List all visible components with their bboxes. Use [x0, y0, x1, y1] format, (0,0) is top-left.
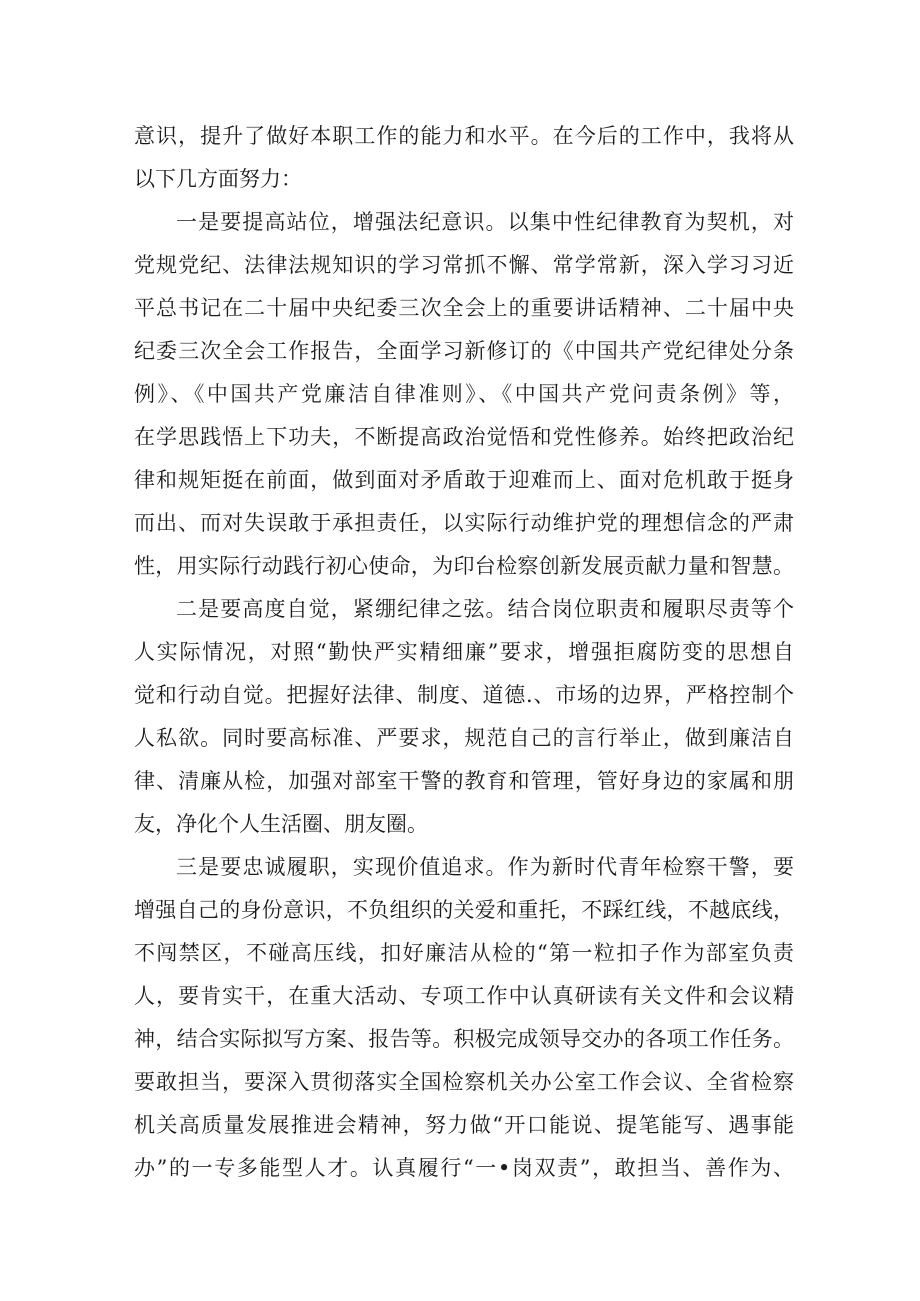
text-line: 办”的一专多能型人才。认真履行“一•岗双责”，敢担当、善作为、 — [134, 1156, 794, 1180]
text-line: 律、清廉从检，加强对部室干警的教育和管理，管好身边的家属和朋 — [134, 769, 794, 793]
text-line: 要敢担当，要深入贯彻落实全国检察机关办公室工作会议、全省检察 — [134, 1070, 794, 1094]
text-line: 以下几方面努力： — [134, 167, 302, 191]
paragraph-3-first-line: 三是要忠诚履职，实现价值追求。作为新时代青年检察干警，要 — [176, 855, 794, 879]
text-line: 在学思践悟上下功夫，不断提高政治觉悟和党性修养。始终把政治纪 — [134, 425, 794, 449]
text-line: 律和规矩挺在前面，做到面对矛盾敢于迎难而上、面对危机敢于挺身 — [134, 468, 794, 492]
text-line: 例》、《中国共产党廉洁自律准则》、《中国共产党问责条例》等， — [134, 382, 794, 406]
text-line: 机关高质量发展推进会精神，努力做“开口能说、提笔能写、遇事能 — [134, 1113, 794, 1137]
paragraph-2-first-line: 二是要高度自觉，紧绷纪律之弦。结合岗位职责和履职尽责等个 — [176, 597, 794, 621]
text-line: 人实际情况，对照“勤快严实精细廉”要求，增强拒腐防变的思想自 — [134, 640, 794, 664]
text-line: 增强自己的身份意识，不负组织的关爱和重托，不踩红线，不越底线， — [134, 898, 794, 922]
paragraph-1-first-line: 一是要提高站位，增强法纪意识。以集中性纪律教育为契机，对 — [176, 210, 794, 234]
text-line: 人，要肯实干，在重大活动、专项工作中认真研读有关文件和会议精 — [134, 984, 794, 1008]
text-line: 人私欲。同时要高标准、严要求，规范自己的言行举止，做到廉洁自 — [134, 726, 794, 750]
text-line: 性，用实际行动践行初心使命，为印台检察创新发展贡献力量和智慧。 — [134, 554, 794, 578]
text-line: 觉和行动自觉。把握好法律、制度、道德.、市场的边界，严格控制个 — [134, 683, 794, 707]
text-line: 而出、而对失误敢于承担责任，以实际行动维护党的理想信念的严肃 — [134, 511, 794, 535]
text-line: 神，结合实际拟写方案、报告等。积极完成领导交办的各项工作任务。 — [134, 1027, 794, 1051]
text-line: 友，净化个人生活圈、朋友圈。 — [134, 812, 428, 836]
text-line: 平总书记在二十届中央纪委三次全会上的重要讲话精神、二十届中央 — [134, 296, 794, 320]
text-line: 纪委三次全会工作报告，全面学习新修订的《中国共产党纪律处分条 — [134, 339, 794, 363]
text-line: 党规党纪、法律法规知识的学习常抓不懈、常学常新，深入学习习近 — [134, 253, 794, 277]
text-line: 不闯禁区，不碰高压线，扣好廉洁从检的“第一粒扣子作为部室负责 — [134, 941, 794, 965]
text-line: 意识，提升了做好本职工作的能力和水平。在今后的工作中，我将从 — [134, 124, 794, 148]
